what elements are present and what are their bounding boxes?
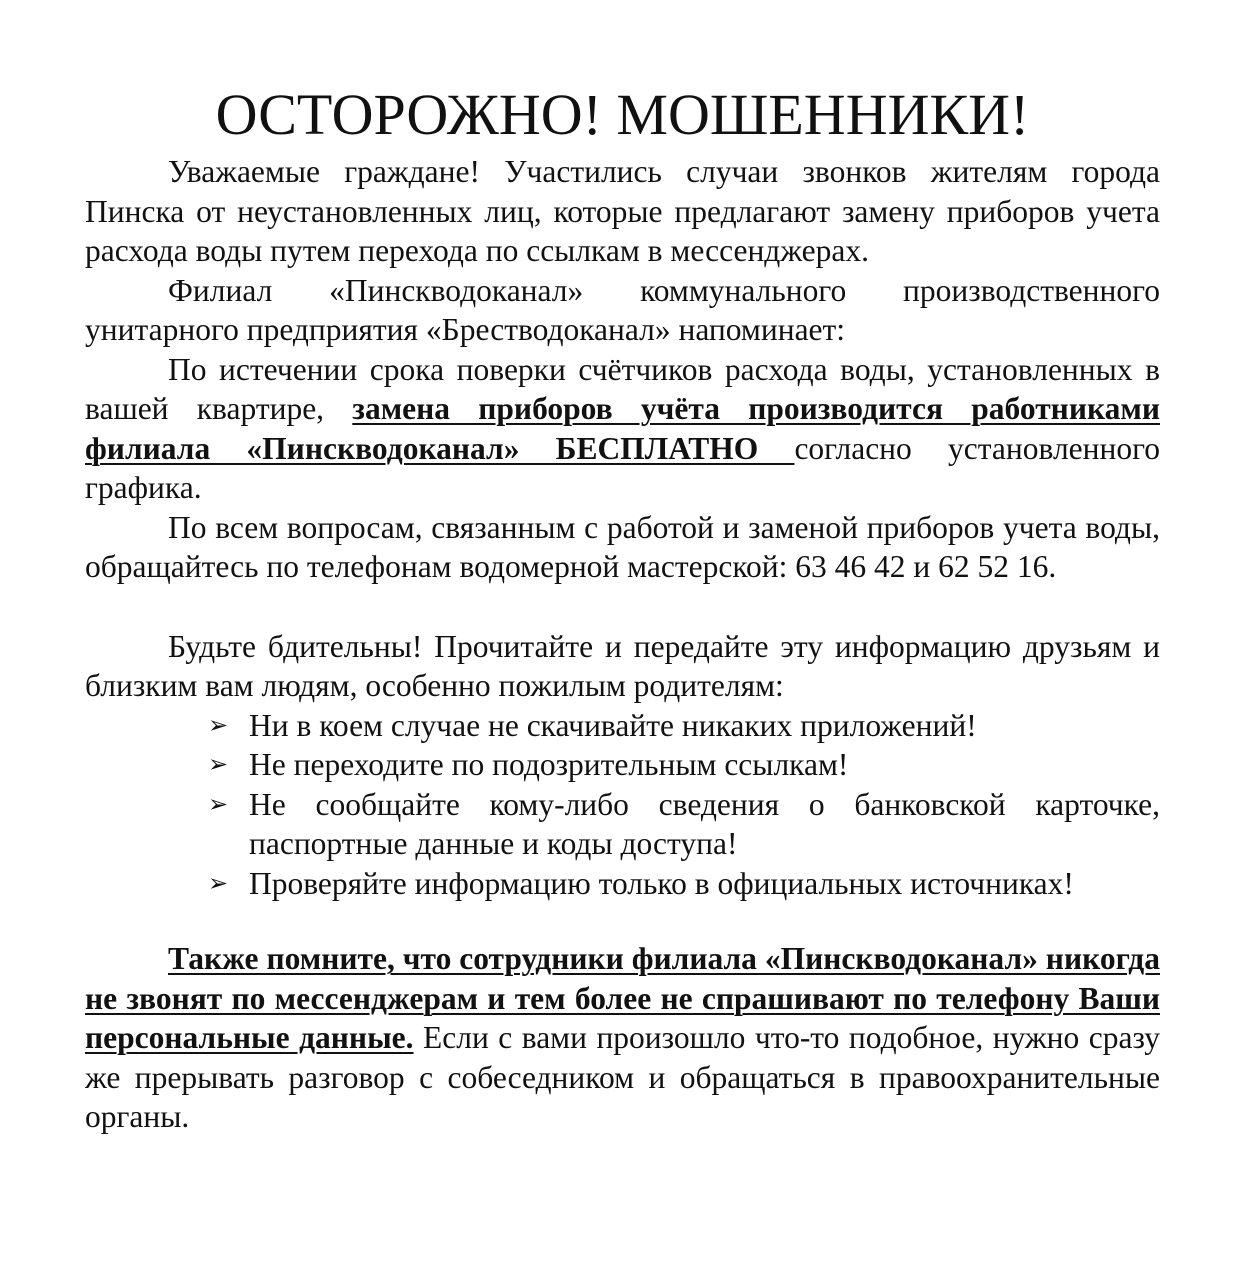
replacement-text-before: По истечении срока поверки счётчиков расхода воды, установленных в вашей квартире, bbox=[85, 351, 1160, 426]
list-item: ➢ Ни в коем случае не скачивайте никаких приложений! bbox=[208, 706, 1160, 746]
list-item: ➢ Не сообщайте кому-либо сведения о банковской карточке, паспортные данные и коды доступа! bbox=[208, 786, 1160, 861]
final-advice-text: Если с вами произошло что-то подобное, нужно сразу же прерывать разговор с собеседником и обращаться в правоохранительные органы. bbox=[85, 1020, 1161, 1134]
paragraph-branch-reminder: Филиал «Пинскводоканал» коммунального производственного унитарного предприятия «Брестводоканал» напоминает: bbox=[85, 272, 1160, 347]
paragraph-intro: Уважаемые граждане! Участились случаи звонков жителям города Пинска от неустановленных лиц, которые предлагают замену приборов учета расхода воды путем перехода по ссылкам в мессенджерах. bbox=[85, 154, 1160, 268]
replacement-text-after: согласно установленного графика. bbox=[85, 430, 1160, 505]
spacer bbox=[85, 903, 1160, 939]
list-item: ➢ Проверяйте информацию только в официальных источниках! bbox=[208, 864, 1160, 904]
list-item: ➢ Не переходите по подозрительным ссылкам! bbox=[208, 745, 1160, 785]
arrow-bullet-icon: ➢ bbox=[208, 789, 229, 818]
spacer bbox=[85, 587, 1160, 627]
notice-document bbox=[85, 78, 1160, 1137]
paragraph-final-warning bbox=[85, 939, 1160, 1137]
paragraph-free-replacement bbox=[85, 350, 1160, 508]
arrow-bullet-icon: ➢ bbox=[208, 750, 229, 778]
paragraph-contact-phones: По всем вопросам, связанным с работой и заменой приборов учета воды, обращайтесь по телефонам водомерной мастерской: 63 46 42 и 62 52 16. bbox=[85, 509, 1160, 584]
notice-title: ОСТОРОЖНО! МОШЕННИКИ! bbox=[215, 82, 1030, 147]
staff-never-call-emphasis: Также помните, что сотрудники филиала «Пинскводоканал» никогда не звонят по мессенджерам и тем более не спрашивают по телефону Ваши персональные данные. bbox=[85, 941, 1160, 1055]
paragraph-be-vigilant: Будьте бдительны! Прочитайте и передайте эту информацию друзьям и близким вам людям, особенно пожилым родителям: bbox=[85, 628, 1160, 703]
arrow-bullet-icon: ➢ bbox=[208, 710, 229, 739]
free-replacement-emphasis: замена приборов учёта производится работниками филиала «Пинскводоканал» БЕСПЛАТНО bbox=[85, 391, 1160, 466]
arrow-bullet-icon: ➢ bbox=[208, 868, 229, 897]
safety-tips-list bbox=[85, 706, 1160, 904]
